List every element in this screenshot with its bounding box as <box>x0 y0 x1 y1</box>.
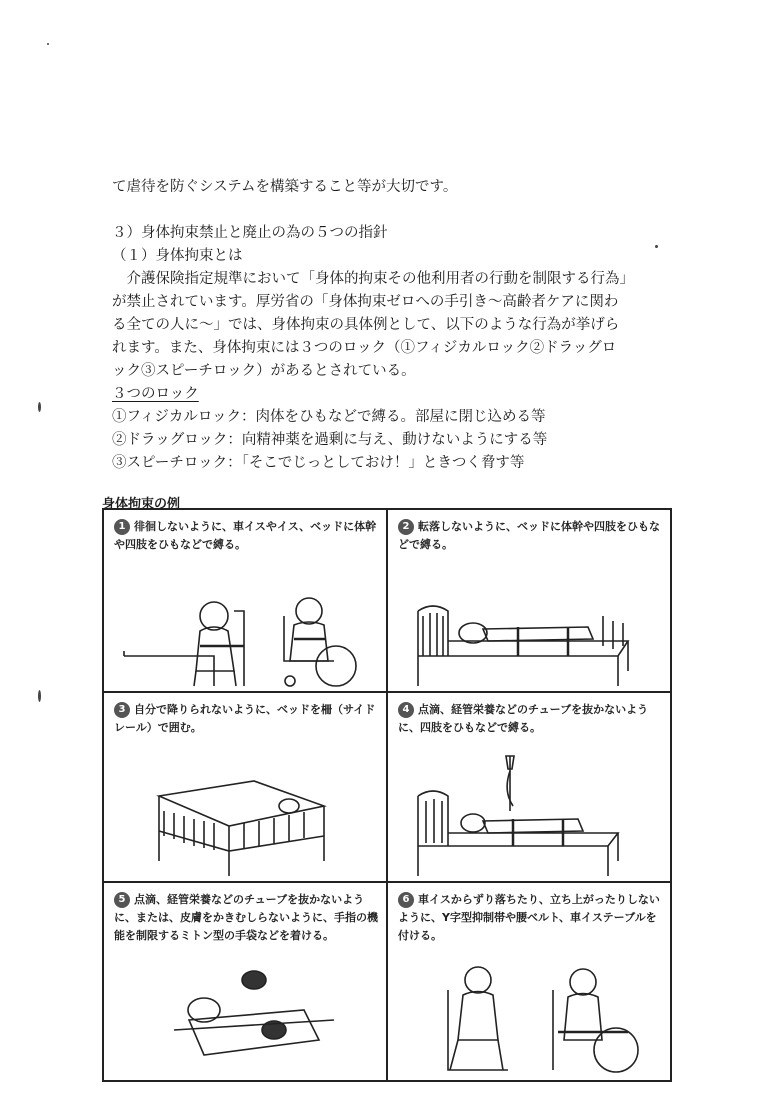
example-caption: 車イスからずり落ちたり、立ち上がったりしないように、Y字型抑制帯や腰ベルト、車イステーブルを付ける。 <box>398 893 660 942</box>
intro-line: て虐待を防ぐシステムを構築すること等が大切です。 <box>112 179 458 195</box>
example-caption: 転落しないように、ベッドに体幹や四肢をひもなどで縛る。 <box>398 520 660 551</box>
example-cell-6 <box>387 882 671 1081</box>
example-number: 4 <box>398 702 414 718</box>
side-rail-bed-illustration <box>104 751 387 881</box>
bed-tied-illustration <box>388 561 671 691</box>
scan-speck <box>38 402 41 412</box>
example-caption: 自分で降りられないように、ベッドを柵（サイドレール）で囲む。 <box>114 703 376 734</box>
body-text <box>112 176 672 475</box>
lock-item: ③スピーチロック：「そこでじっとしておけ！」ときつく脅す等 <box>112 455 525 471</box>
locks-title: ３つのロック <box>112 386 199 402</box>
section-heading: ３）身体拘束禁止と廃止の為の５つの指針 <box>112 225 388 241</box>
paragraph-line: 介護保険指定規準において「身体的拘束その他利用者の行動を制限する行為」 <box>112 271 634 287</box>
paragraph-line: る全ての人に～」では、身体拘束の具体例として、以下のような行為が挙げら <box>112 317 620 333</box>
example-caption: 徘徊しないように、車イスやイス、ベッドに体幹や四肢をひもなどで縛る。 <box>114 520 377 551</box>
paragraph-line: ック③スピーチロック）があるとされている。 <box>112 363 416 379</box>
restraint-examples-grid <box>102 508 672 1082</box>
sub-heading: （１）身体拘束とは <box>112 248 243 264</box>
wheelchair-table-illustration <box>388 960 671 1080</box>
paragraph-line: れます。また、身体拘束には３つのロック（①フィジカルロック②ドラッグロ <box>112 340 617 356</box>
example-cell-5 <box>103 882 387 1081</box>
mitten-glove-illustration <box>104 960 387 1080</box>
lock-item: ①フィジカルロック：肉体をひもなどで縛る。部屋に閉じ込める等 <box>112 409 546 425</box>
scan-speck <box>38 690 41 702</box>
figure-title: 身体拘束の例 <box>102 497 181 512</box>
lock-item: ②ドラッグロック：向精神薬を過剰に与え、動けないようにする等 <box>112 432 548 448</box>
example-number: 1 <box>114 519 130 535</box>
example-cell-1 <box>103 509 387 692</box>
example-caption: 点滴、経管栄養などのチューブを抜かないように、四肢をひもなどで縛る。 <box>398 703 649 734</box>
example-number: 3 <box>114 702 130 718</box>
wheelchair-restraint-illustration <box>104 561 387 691</box>
example-number: 6 <box>398 892 414 908</box>
example-number: 2 <box>398 519 414 535</box>
example-cell-3 <box>103 692 387 882</box>
example-caption: 点滴、経管栄養などのチューブを抜かないように、または、皮膚をかきむしらないように、手指の機能を制限するミトン型の手袋などを着ける。 <box>114 893 378 942</box>
example-cell-2 <box>387 509 671 692</box>
example-number: 5 <box>114 892 130 908</box>
scan-speck <box>47 43 49 45</box>
example-cell-4 <box>387 692 671 882</box>
paragraph-line: が禁止されています。厚労省の「身体拘束ゼロへの手引き～高齢者ケアに関わ <box>112 294 619 310</box>
iv-drip-bed-illustration <box>388 751 671 881</box>
